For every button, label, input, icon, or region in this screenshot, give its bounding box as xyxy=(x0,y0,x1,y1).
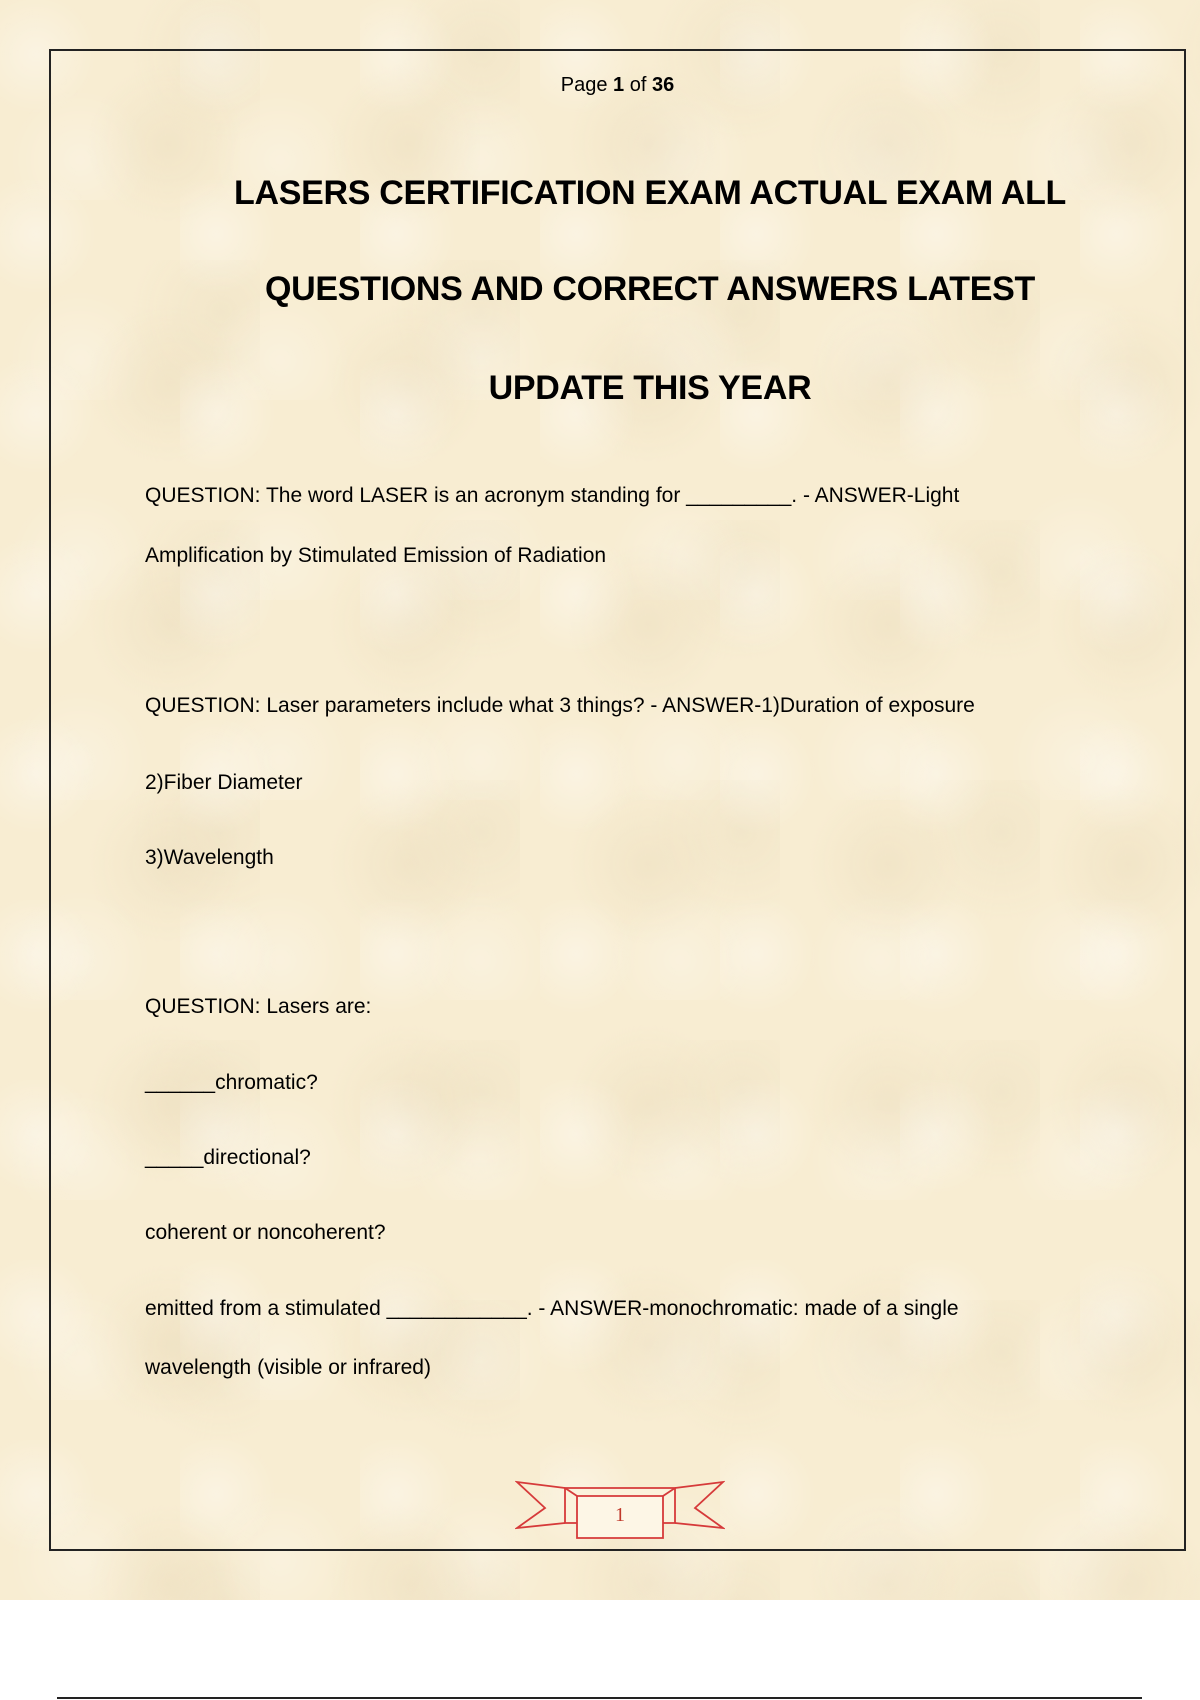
question-3-line-6: wavelength (visible or infrared) xyxy=(145,1356,431,1379)
page-label: Page xyxy=(560,74,608,96)
question-2-line-1: QUESTION: Laser parameters include what 3 things? - ANSWER-1)Duration of exposure xyxy=(145,694,975,717)
page-number-ribbon xyxy=(515,1480,725,1540)
question-3-line-1: QUESTION: Lasers are: xyxy=(145,995,372,1018)
page-counter xyxy=(0,74,1200,97)
document-title-line-2: QUESTIONS AND CORRECT ANSWERS LATEST xyxy=(265,270,1035,308)
question-3-line-3: _____directional? xyxy=(145,1146,311,1169)
current-page-number: 1 xyxy=(613,74,625,96)
question-1-line-1: QUESTION: The word LASER is an acronym standing for _________. - ANSWER-Light xyxy=(145,484,960,507)
page-number: 1 xyxy=(615,1504,625,1526)
question-2-line-3: 3)Wavelength xyxy=(145,846,274,869)
question-3-line-2: ______chromatic? xyxy=(145,1071,318,1094)
question-3-line-4: coherent or noncoherent? xyxy=(145,1221,386,1244)
footer-divider xyxy=(57,1697,1142,1699)
question-1-line-2: Amplification by Stimulated Emission of Radiation xyxy=(145,544,607,567)
total-pages-number: 36 xyxy=(651,74,675,96)
question-2-line-2: 2)Fiber Diameter xyxy=(145,771,303,794)
page-of-label: of xyxy=(629,74,647,96)
document-title-line-3: UPDATE THIS YEAR xyxy=(488,369,812,407)
document-title-line-1: LASERS CERTIFICATION EXAM ACTUAL EXAM ALL xyxy=(233,174,1067,212)
question-3-line-5: emitted from a stimulated ____________. - ANSWER-monochromatic: made of a single xyxy=(145,1297,959,1320)
